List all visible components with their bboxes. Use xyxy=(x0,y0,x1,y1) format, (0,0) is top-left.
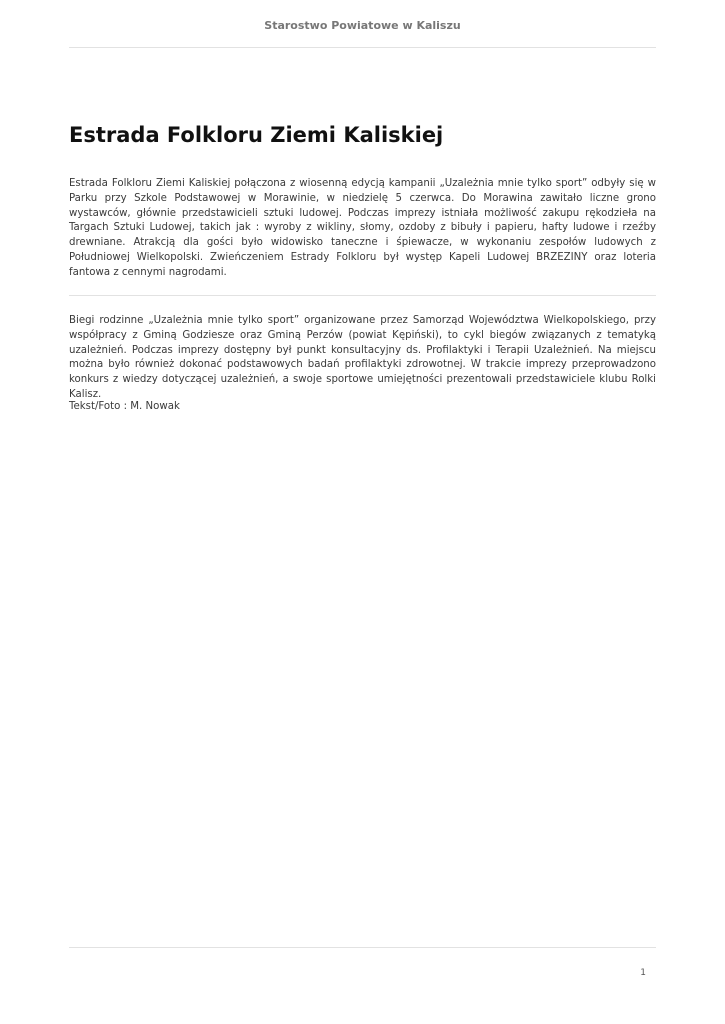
article-paragraph-2: Biegi rodzinne „Uzależnia mnie tylko sport” organizowane przez Samorząd Województwa Wielkopolskiego, przy współpracy z Gminą Godziesze oraz Gminą Perzów (powiat Kępiński), to cykl biegów związanych z tematyką uzależnień. Podczas imprezy dostępny był punkt konsultacyjny ds. Profilaktyki i Terapii Uzależnień. Na miejscu można było również dokonać podstawowych badań profilaktyki zdrowotnej. W trakcie imprezy przeprowadzono konkurs z wiedzy dotyczącej uzależnień, a swoje sportowe umiejętności prezentowali przedstawiciele klubu Rolki Kalisz. xyxy=(69,315,656,400)
page-header-organization: Starostwo Powiatowe w Kaliszu xyxy=(264,19,461,32)
page-number: 1 xyxy=(640,968,646,978)
article-credit: Tekst/Foto : M. Nowak xyxy=(69,401,180,412)
header-divider xyxy=(69,47,656,48)
footer-divider xyxy=(69,947,656,948)
article-title: Estrada Folkloru Ziemi Kaliskiej xyxy=(69,123,444,147)
section-divider xyxy=(69,295,656,296)
article-paragraph-1: Estrada Folkloru Ziemi Kaliskiej połączona z wiosenną edycją kampanii „Uzależnia mnie tylko sport” odbyły się w Parku przy Szkole Podstawowej w Morawinie, w niedzielę 5 czerwca. Do Morawina zawitało liczne grono wystawców, głównie przedstawicieli sztuki ludowej. Podczas imprezy istniała możliwość zakupu rękodzieła na Targach Sztuki Ludowej, takich jak : wyroby z wikliny, słomy, ozdoby z bibuły i papieru, hafty ludowe i rzeźby drewniane. Atrakcją dla gości było widowisko taneczne i śpiewacze, w wykonaniu zespołów ludowych z Południowej Wielkopolski. Zwieńczeniem Estrady Folkloru był występ Kapeli Ludowej BRZEZINY oraz loteria fantowa z cennymi nagrodami. xyxy=(69,178,656,278)
